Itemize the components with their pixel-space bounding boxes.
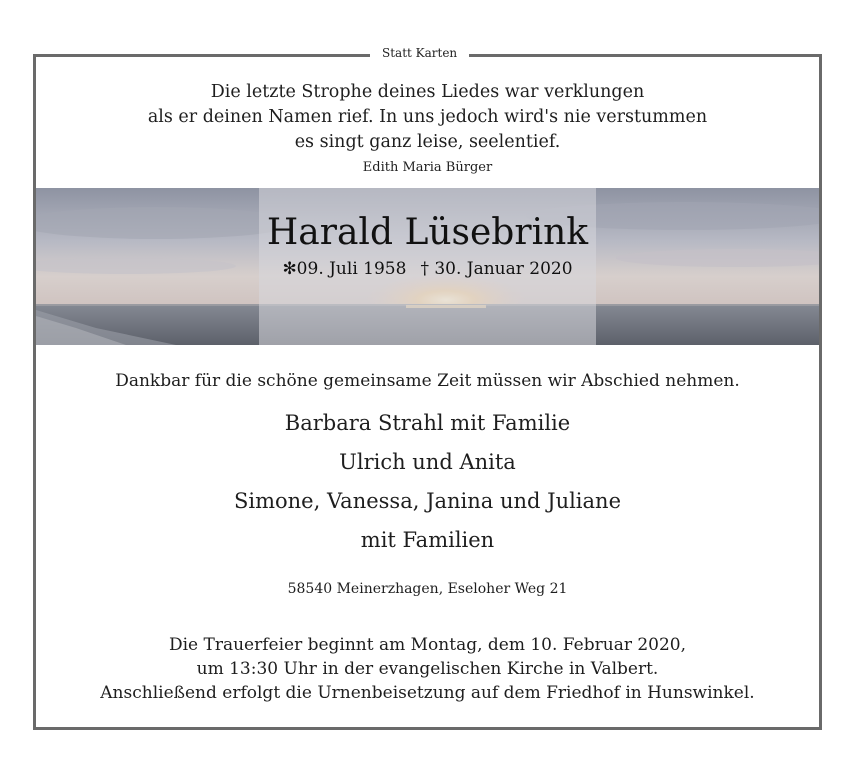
mourner-line: Ulrich und Anita (339, 450, 516, 474)
header-label: Statt Karten (370, 46, 469, 60)
ceremony-line: Die Trauerfeier beginnt am Montag, dem 10. Februar 2020, (168, 635, 687, 655)
thanks-line: Dankbar für die schöne gemeinsame Zeit müssen wir Abschied nehmen. (115, 371, 740, 391)
death-date: † 30. Januar 2020 (420, 259, 573, 279)
ceremony-line: Anschließend erfolgt die Urnenbeisetzung auf dem Friedhof in Hunswinkel. (100, 683, 755, 703)
name-box (259, 188, 596, 345)
ceremony-line: um 13:30 Uhr in der evangelischen Kirche in Valbert. (196, 659, 659, 679)
notice-frame (33, 54, 822, 730)
mourner-line: Barbara Strahl mit Familie (284, 411, 571, 435)
life-dates (259, 259, 596, 279)
sunset-banner (36, 188, 819, 345)
poem-line: Die letzte Strophe deines Liedes war verklungen (210, 82, 645, 102)
mourner-line: mit Familien (360, 528, 495, 552)
poem-line: als er deinen Namen rief. In uns jedoch wird's nie verstummen (147, 107, 708, 127)
poem (33, 80, 822, 155)
birth-date: ✻09. Juli 1958 (282, 259, 407, 279)
poem-line: es singt ganz leise, seelentief. (294, 132, 561, 152)
poem-author: Edith Maria Bürger (362, 160, 493, 175)
mourner-line: Simone, Vanessa, Janina und Juliane (233, 489, 621, 513)
mourners-list (33, 404, 822, 560)
address: 58540 Meinerzhagen, Eseloher Weg 21 (287, 581, 568, 597)
ceremony-info (33, 633, 822, 705)
deceased-name: Harald Lüsebrink (266, 212, 589, 253)
